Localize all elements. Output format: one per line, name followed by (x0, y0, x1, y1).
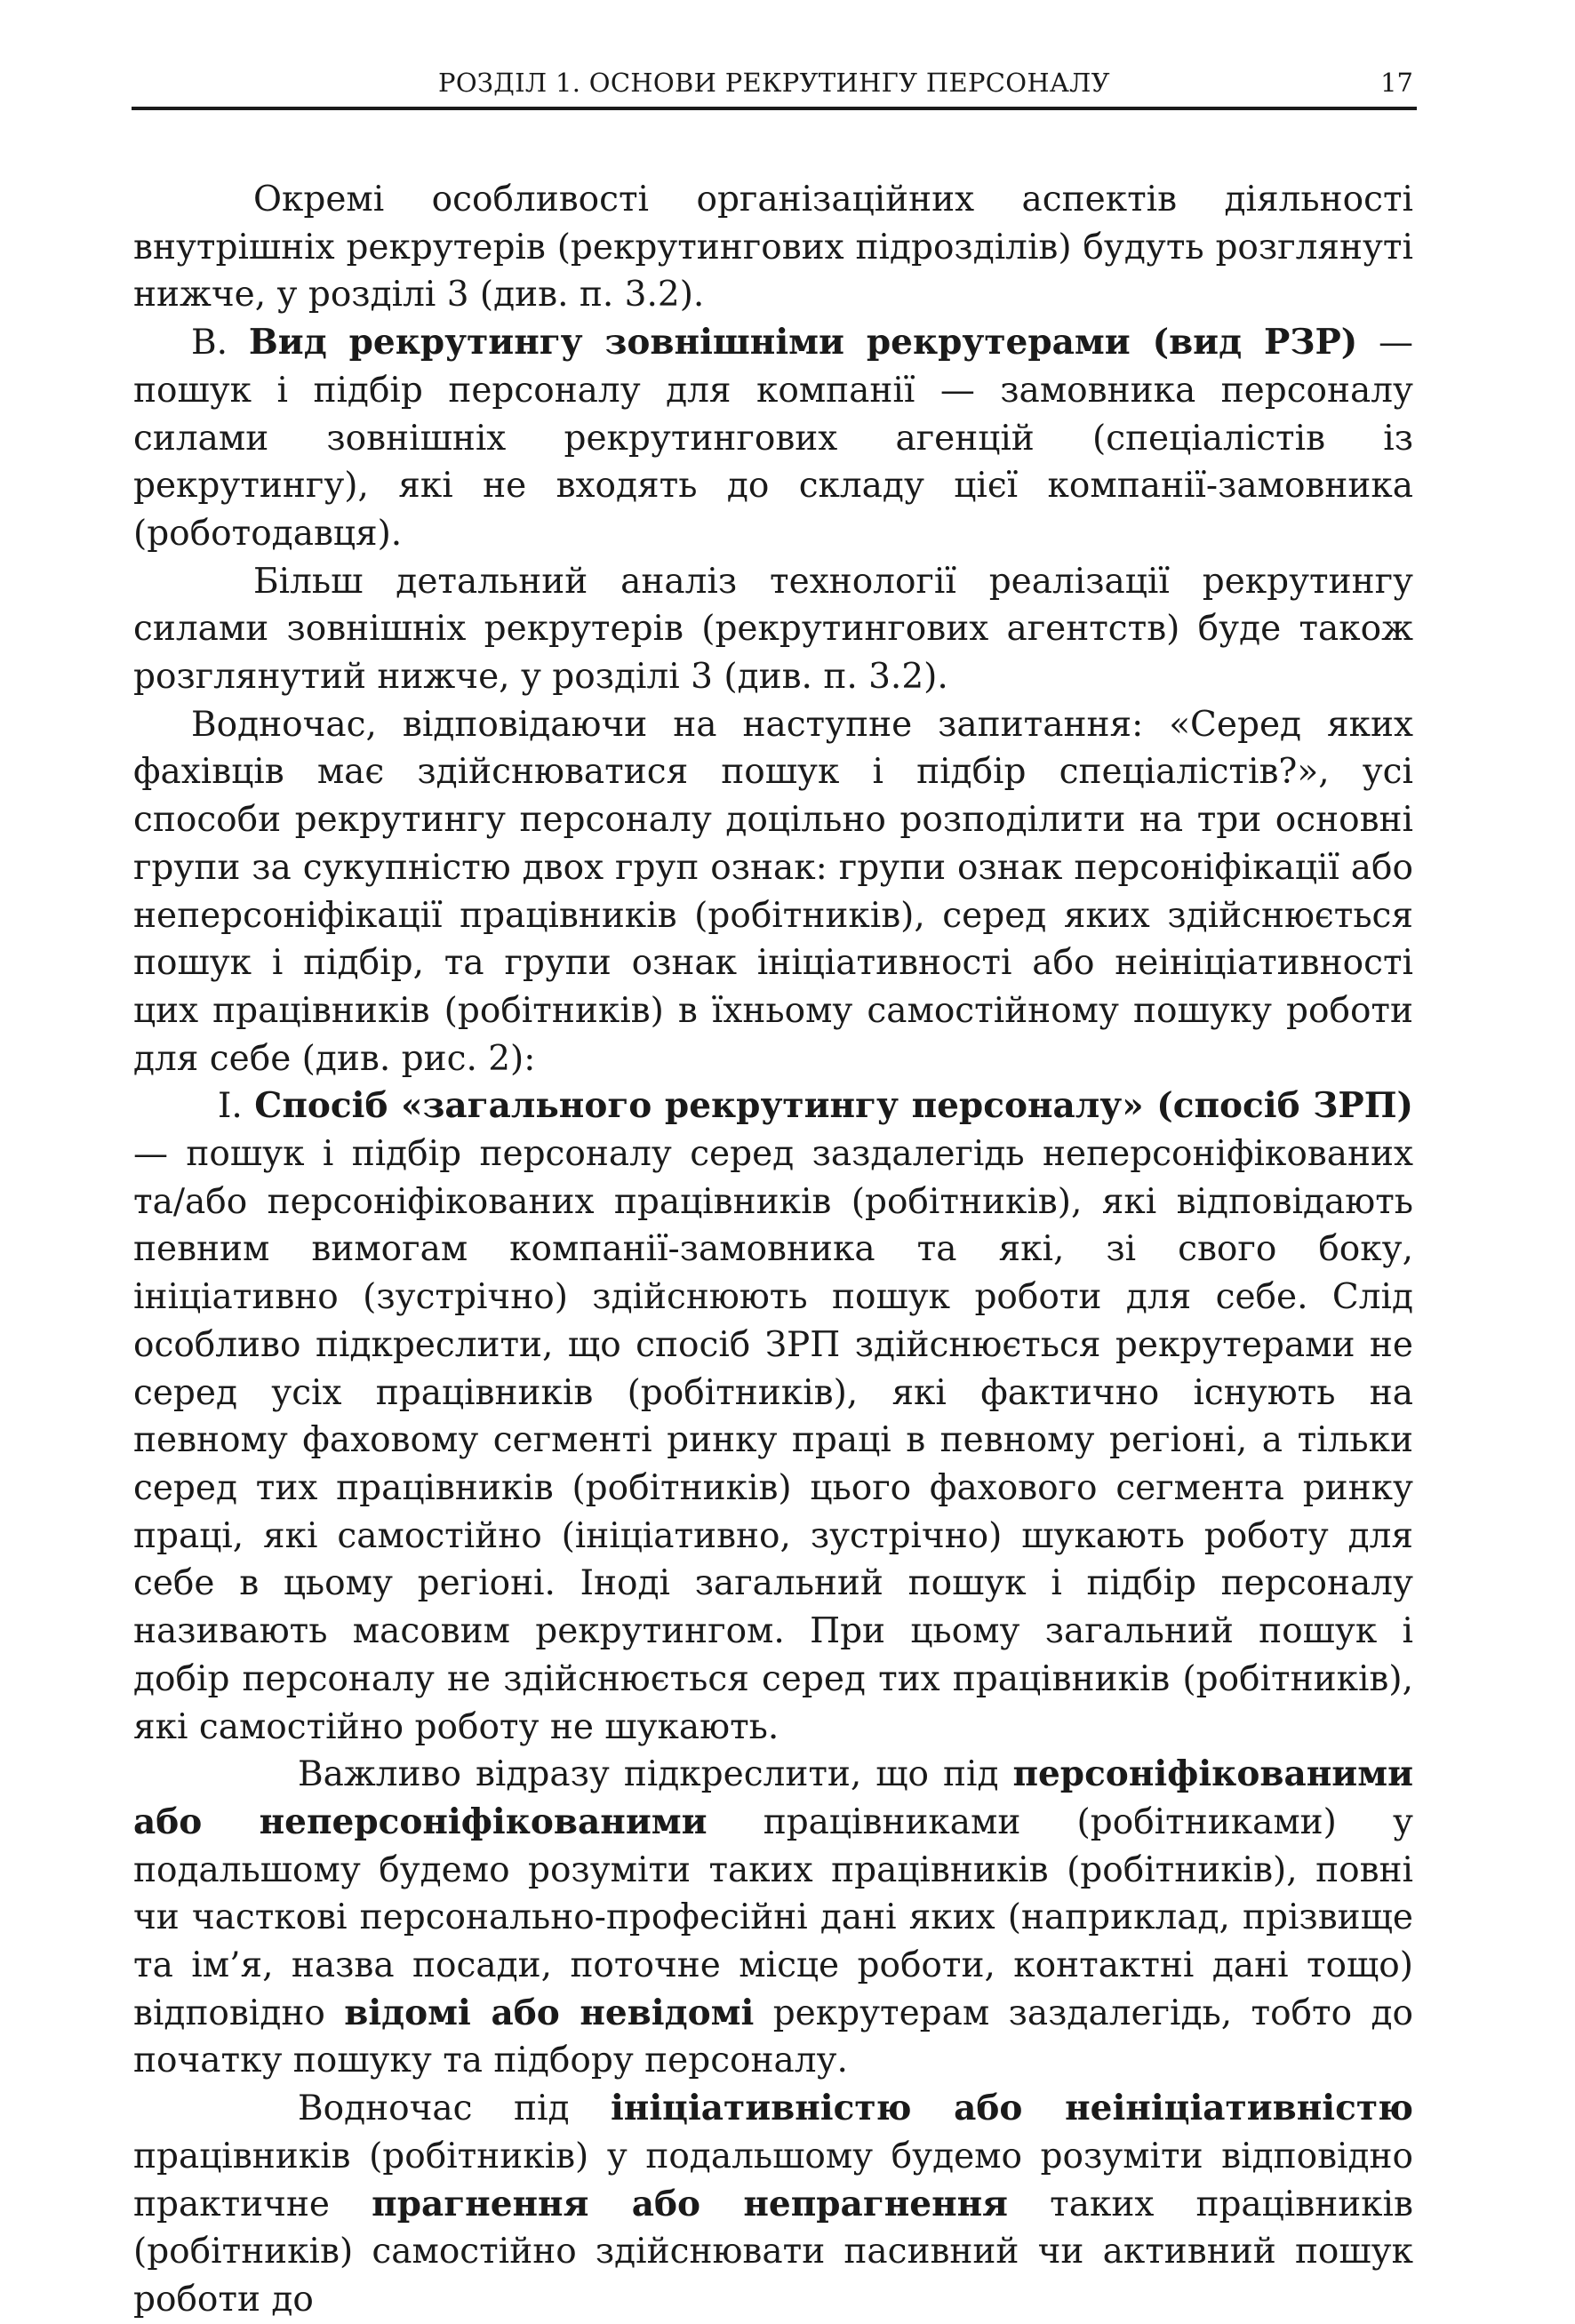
bold-term: Вид рекрутингу зовнішніми рекрутерами (вид РЗР) (248, 322, 1358, 363)
text-run: працівників (робітників) у подальшому будемо розуміти відповідно практичне (133, 2136, 1413, 2224)
running-header-title: РОЗДІЛ 1. ОСНОВИ РЕКРУТИНГУ ПЕРСОНАЛУ (438, 68, 1110, 98)
paragraph (133, 1082, 1413, 1751)
bold-term: відомі або невідомі (344, 1992, 755, 2033)
paragraph-indent (133, 353, 191, 354)
text-run: Більш детальний аналіз технології реалізації рекрутингу силами зовнішніх рекрутерів (рекрутингових агентств) буде також розглянутий нижче, у розділі 3 (див. п. 3.2). (133, 561, 1413, 698)
text-run: — пошук і підбір персоналу серед заздалегідь неперсоніфікованих та/або персоніфікованих працівників (робітників), які відповідають певним вимогам компанії-замовника та які, зі свого боку, ініціативно (зустрічно) здійснюють пошук роботи для себе. Слід особливо підкреслити, що спосіб ЗРП здійснюється рекрутерами не серед усіх працівників (робітників), які фактично існують на певному фаховому сегменті ринку праці в певному регіоні, а тільки серед тих працівників (робітників) цього фахового сегмента ринку праці, які самостійно (ініціативно, зустрічно) шукають роботу для себе в цьому регіоні. Іноді загальний пошук і підбір персоналу називають масовим рекрутингом. При цьому загальний пошук і добір персоналу не здійснюється серед тих працівників (робітників), які самостійно роботу не шукають. (133, 1134, 1413, 1747)
paragraph-indent (133, 735, 191, 736)
bold-term: Спосіб «загального рекрутингу персоналу» (спосіб ЗРП) (254, 1085, 1414, 1127)
page-body (133, 176, 1413, 2324)
text-run: працівниками (робітниками) у подальшому будемо розуміти таких працівників (робітників), повні чи часткові персонально-професійні дані яких (наприклад, прізвище та ім’я, назва посади, поточне місце роботи, контактні дані тощо) відповідно (133, 1801, 1413, 2033)
text-run: Важливо відразу підкреслити, що під (298, 1754, 1013, 1795)
text-run: рекрутерам заздалегідь, тобто до початку пошуку та підбору персоналу. (133, 1993, 1413, 2081)
text-run: В. (191, 323, 249, 363)
paragraph (133, 176, 1413, 319)
paragraph (133, 319, 1413, 558)
text-run: таких працівників (робітників) самостійно здійснювати пасивний чи активний пошук роботи до (133, 2184, 1413, 2320)
paragraph (133, 2085, 1413, 2324)
text-run: Водночас під (298, 2088, 611, 2129)
text-run: — пошук і підбір персоналу для компанії — замовника персоналу силами зовнішніх рекрутингових агенцій (спеціалістів із рекрутингу), які не входять до складу цієї компанії-замовника (роботодавця). (133, 323, 1413, 554)
running-header (132, 60, 1417, 110)
bold-term: ініціативністю або неініціативністю (610, 2088, 1413, 2129)
text-run: І. (218, 1086, 255, 1127)
page-number: 17 (1380, 68, 1413, 98)
paragraph-indent (133, 592, 253, 593)
bold-term: прагнення або непрагнення (372, 2183, 1008, 2224)
bold-term: персоніфікованими або неперсоніфікованими (133, 1753, 1413, 1842)
text-run: Водночас, відповідаючи на наступне запитання: «Серед яких фахівців має здійснюватися пошук і підбір спеціалістів?», усі способи рекрутингу персоналу доцільно розподілити на три основні групи за сукупністю двох груп ознак: групи ознак персоніфікації або неперсоніфікації працівників (робітників), серед яких здійснюється пошук і підбір, та групи ознак ініціативності або неініціативності цих працівників (робітників) в їхньому самостійному пошуку роботи для себе (див. рис. 2): (133, 704, 1413, 1079)
paragraph-indent (133, 1116, 218, 1117)
paragraph-indent (133, 2119, 298, 2120)
paragraph (133, 701, 1413, 1083)
paragraph (133, 1751, 1413, 2085)
paragraph-indent (133, 210, 253, 211)
text-run: Окремі особливості організаційних аспектів діяльності внутрішніх рекрутерів (рекрутингових підрозділів) будуть розглянуті нижче, у розділі 3 (див. п. 3.2). (133, 180, 1413, 315)
paragraph (133, 558, 1413, 701)
